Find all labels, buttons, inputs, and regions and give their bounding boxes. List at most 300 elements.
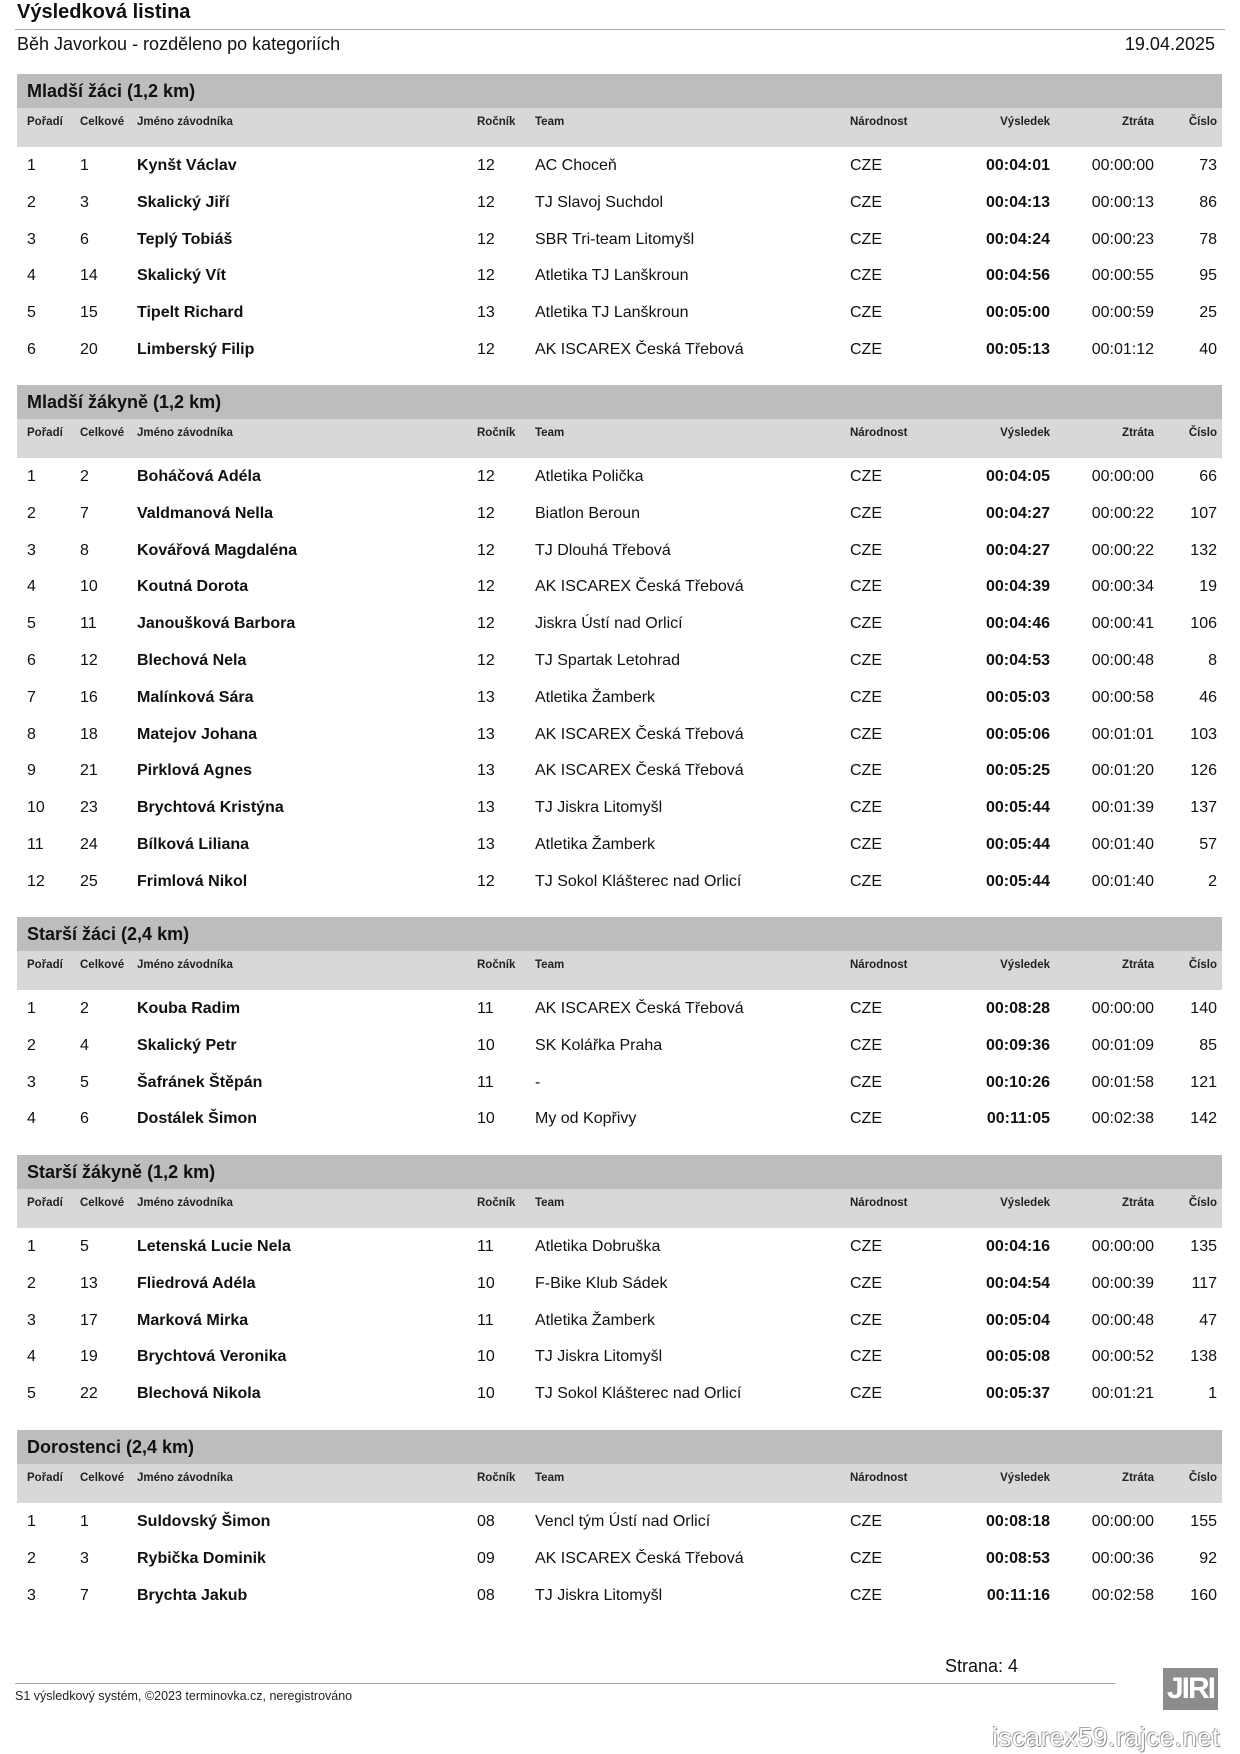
cell-position: 4 <box>27 1110 36 1128</box>
table-row <box>17 458 1222 495</box>
table-row <box>17 1540 1222 1577</box>
cell-nationality: CZE <box>850 1000 882 1017</box>
cell-result: 00:04:24 <box>985 230 1050 248</box>
cell-team: Atletika Žamberk <box>535 1311 656 1329</box>
cell-loss: 00:00:23 <box>1091 230 1154 248</box>
cell-number: 103 <box>1190 725 1217 743</box>
category-section <box>17 74 1222 368</box>
cell-result: 00:04:05 <box>985 468 1050 485</box>
column-header-loss: Ztráta <box>1122 427 1154 439</box>
cell-number: 135 <box>1190 1238 1217 1255</box>
cell-name: Blechová Nela <box>137 651 247 669</box>
cell-name: Skalický Petr <box>137 1036 237 1054</box>
cell-position: 5 <box>27 615 36 633</box>
cell-number: 86 <box>1199 193 1217 211</box>
column-header-position: Pořadí <box>27 427 63 439</box>
cell-name: Kynšt Václav <box>137 157 237 174</box>
cell-overall: 23 <box>80 799 98 817</box>
cell-overall: 21 <box>80 762 98 780</box>
cell-team: TJ Jiskra Litomyšl <box>535 799 663 817</box>
column-header-nationality: Národnost <box>850 1197 908 1209</box>
cell-team: Biatlon Beroun <box>535 504 640 522</box>
category-section <box>17 917 1222 1137</box>
table-row <box>17 826 1222 863</box>
cell-team: Atletika TJ Lanškroun <box>535 304 689 322</box>
cell-position: 5 <box>27 1385 36 1403</box>
cell-number: 2 <box>1208 872 1217 890</box>
cell-position: 1 <box>27 468 36 485</box>
column-header-team: Team <box>535 1197 565 1209</box>
result-rows <box>17 1228 1222 1412</box>
cell-result: 00:05:44 <box>985 799 1050 817</box>
cell-nationality: CZE <box>850 762 882 780</box>
cell-number: 85 <box>1199 1036 1217 1054</box>
cell-year: 13 <box>477 688 495 706</box>
cell-result: 00:04:39 <box>985 578 1050 596</box>
cell-result: 00:04:54 <box>985 1274 1050 1292</box>
cell-nationality: CZE <box>850 304 882 322</box>
table-row <box>17 642 1222 679</box>
cell-team: F-Bike Klub Sádek <box>535 1274 668 1292</box>
cell-position: 11 <box>27 835 44 853</box>
cell-overall: 3 <box>80 1549 89 1567</box>
cell-overall: 16 <box>80 688 98 706</box>
cell-year: 11 <box>477 1311 494 1329</box>
cell-result: 00:05:37 <box>985 1385 1050 1403</box>
table-row <box>17 716 1222 753</box>
cell-nationality: CZE <box>850 1036 882 1054</box>
cell-name: Dostálek Šimon <box>137 1110 258 1128</box>
cell-year: 13 <box>477 725 495 743</box>
cell-team: Atletika TJ Lanškroun <box>535 267 689 285</box>
category-title: Dorostenci (2,4 km) <box>17 1430 1222 1464</box>
column-header-result: Výsledek <box>1000 427 1050 439</box>
cell-year: 10 <box>477 1348 495 1366</box>
cell-result: 00:04:27 <box>985 541 1050 559</box>
cell-position: 1 <box>27 157 36 174</box>
cell-number: 137 <box>1190 799 1217 817</box>
cell-overall: 13 <box>80 1274 98 1292</box>
column-header-year: Ročník <box>477 116 516 128</box>
cell-position: 9 <box>27 762 36 780</box>
cell-position: 1 <box>27 1513 36 1530</box>
cell-overall: 1 <box>80 157 89 174</box>
column-header-row <box>17 1464 1222 1503</box>
column-header-name: Jméno závodníka <box>137 1472 233 1484</box>
document-title: Výsledková listina <box>17 1 191 23</box>
cell-team: AK ISCAREX Česká Třebová <box>535 1549 744 1567</box>
cell-number: 66 <box>1199 468 1217 485</box>
cell-year: 12 <box>477 267 495 285</box>
cell-year: 12 <box>477 615 495 633</box>
column-header-team: Team <box>535 1472 565 1484</box>
cell-name: Kovářová Magdaléna <box>137 541 298 559</box>
title-divider <box>15 29 1225 30</box>
cell-nationality: CZE <box>850 615 882 633</box>
column-header-overall: Celkové <box>80 116 125 128</box>
cell-result: 00:04:27 <box>985 504 1050 522</box>
cell-number: 106 <box>1190 615 1217 633</box>
column-header-number: Číslo <box>1188 116 1217 128</box>
cell-name: Limberský Filip <box>137 340 255 358</box>
cell-overall: 18 <box>80 725 98 743</box>
cell-result: 00:05:13 <box>985 340 1050 358</box>
cell-result: 00:05:04 <box>985 1311 1050 1329</box>
cell-overall: 20 <box>80 340 98 358</box>
cell-number: 73 <box>1199 157 1217 174</box>
cell-number: 8 <box>1208 651 1217 669</box>
column-header-result: Výsledek <box>1000 959 1050 971</box>
column-header-name: Jméno závodníka <box>137 959 233 971</box>
column-header-name: Jméno závodníka <box>137 1197 233 1209</box>
cell-position: 2 <box>27 1036 36 1054</box>
cell-nationality: CZE <box>850 230 882 248</box>
cell-year: 13 <box>477 304 495 322</box>
cell-result: 00:05:25 <box>985 762 1050 780</box>
cell-result: 00:05:06 <box>985 725 1050 743</box>
cell-nationality: CZE <box>850 1586 882 1604</box>
cell-name: Marková Mirka <box>137 1311 249 1329</box>
cell-overall: 14 <box>80 267 98 285</box>
cell-number: 47 <box>1199 1311 1217 1329</box>
cell-result: 00:04:56 <box>985 267 1050 285</box>
cell-name: Valdmanová Nella <box>137 504 274 522</box>
column-header-nationality: Národnost <box>850 959 908 971</box>
table-row <box>17 221 1222 258</box>
column-header-position: Pořadí <box>27 1472 63 1484</box>
cell-result: 00:04:46 <box>985 615 1050 633</box>
cell-nationality: CZE <box>850 1311 882 1329</box>
cell-position: 7 <box>27 688 36 706</box>
cell-loss: 00:01:09 <box>1091 1036 1154 1054</box>
cell-loss: 00:00:39 <box>1091 1274 1154 1292</box>
cell-overall: 6 <box>80 1110 89 1128</box>
cell-result: 00:05:08 <box>985 1348 1050 1366</box>
cell-nationality: CZE <box>850 578 882 596</box>
cell-year: 13 <box>477 799 495 817</box>
cell-number: 138 <box>1190 1348 1217 1366</box>
table-row <box>17 1064 1222 1101</box>
cell-loss: 00:00:34 <box>1091 578 1154 596</box>
column-header-year: Ročník <box>477 1197 516 1209</box>
cell-year: 10 <box>477 1036 495 1054</box>
cell-number: 121 <box>1190 1073 1217 1091</box>
column-header-year: Ročník <box>477 959 516 971</box>
cell-loss: 00:00:41 <box>1091 615 1154 633</box>
cell-result: 00:08:53 <box>985 1549 1050 1567</box>
cell-number: 95 <box>1199 267 1217 285</box>
cell-position: 1 <box>27 1238 36 1255</box>
cell-result: 00:04:01 <box>985 157 1050 174</box>
column-header-position: Pořadí <box>27 1197 63 1209</box>
cell-team: AK ISCAREX Česká Třebová <box>535 1000 744 1017</box>
cell-name: Skalický Vít <box>137 267 226 285</box>
cell-overall: 12 <box>80 651 98 669</box>
cell-loss: 00:00:00 <box>1091 468 1154 485</box>
cell-loss: 00:00:22 <box>1091 504 1154 522</box>
cell-nationality: CZE <box>850 468 882 485</box>
table-row <box>17 147 1222 184</box>
table-row <box>17 1302 1222 1339</box>
column-header-loss: Ztráta <box>1122 1472 1154 1484</box>
cell-overall: 1 <box>80 1513 89 1530</box>
cell-position: 10 <box>27 799 45 817</box>
cell-result: 00:04:16 <box>985 1238 1050 1255</box>
cell-team: AC Choceň <box>535 157 617 174</box>
cell-number: 155 <box>1190 1513 1217 1530</box>
cell-number: 132 <box>1190 541 1217 559</box>
cell-year: 11 <box>477 1000 494 1017</box>
table-row <box>17 1100 1222 1137</box>
cell-position: 2 <box>27 193 36 211</box>
cell-number: 107 <box>1190 504 1217 522</box>
cell-team: - <box>535 1073 541 1091</box>
cell-nationality: CZE <box>850 541 882 559</box>
column-header-result: Výsledek <box>1000 116 1050 128</box>
column-header-loss: Ztráta <box>1122 116 1154 128</box>
cell-nationality: CZE <box>850 157 882 174</box>
cell-position: 8 <box>27 725 36 743</box>
cell-overall: 25 <box>80 872 98 890</box>
cell-position: 2 <box>27 1549 36 1567</box>
cell-team: AK ISCAREX Česká Třebová <box>535 762 744 780</box>
cell-result: 00:11:16 <box>986 1586 1050 1604</box>
cell-name: Kouba Radim <box>137 1000 241 1017</box>
table-row <box>17 294 1222 331</box>
cell-team: Jiskra Ústí nad Orlicí <box>535 615 683 633</box>
cell-name: Teplý Tobiáš <box>137 230 233 248</box>
cell-result: 00:04:13 <box>985 193 1050 211</box>
column-header-nationality: Národnost <box>850 116 908 128</box>
cell-year: 13 <box>477 762 495 780</box>
column-header-year: Ročník <box>477 1472 516 1484</box>
cell-name: Šafránek Štěpán <box>137 1073 263 1091</box>
document-subtitle: Běh Javorkou - rozděleno po kategoriích <box>17 34 341 54</box>
cell-overall: 6 <box>80 230 89 248</box>
cell-overall: 7 <box>80 1586 89 1604</box>
cell-nationality: CZE <box>850 1073 882 1091</box>
cell-overall: 4 <box>80 1036 89 1054</box>
cell-name: Frimlová Nikol <box>137 872 248 890</box>
cell-position: 3 <box>27 1311 36 1329</box>
cell-team: Vencl tým Ústí nad Orlicí <box>535 1513 711 1530</box>
cell-year: 12 <box>477 651 495 669</box>
cell-team: AK ISCAREX Česká Třebová <box>535 340 744 358</box>
cell-nationality: CZE <box>850 1110 882 1128</box>
column-header-loss: Ztráta <box>1122 1197 1154 1209</box>
cell-year: 09 <box>477 1549 495 1567</box>
cell-name: Janoušková Barbora <box>137 615 296 633</box>
cell-year: 08 <box>477 1586 495 1604</box>
cell-team: AK ISCAREX Česká Třebová <box>535 725 744 743</box>
cell-name: Brychta Jakub <box>137 1586 248 1604</box>
cell-year: 12 <box>477 504 495 522</box>
table-row <box>17 990 1222 1027</box>
cell-number: 19 <box>1199 578 1217 596</box>
cell-year: 12 <box>477 468 495 485</box>
page-number: Strana: 4 <box>944 1656 1018 1676</box>
cell-loss: 00:01:12 <box>1091 340 1154 358</box>
table-row <box>17 1265 1222 1302</box>
table-row <box>17 1338 1222 1375</box>
cell-team: TJ Sokol Klášterec nad Orlicí <box>535 872 742 890</box>
result-rows <box>17 1503 1222 1613</box>
footer-divider <box>15 1683 1115 1684</box>
column-header-result: Výsledek <box>1000 1197 1050 1209</box>
cell-team: TJ Sokol Klášterec nad Orlicí <box>535 1385 742 1403</box>
column-header-row <box>17 108 1222 147</box>
cell-number: 78 <box>1199 230 1217 248</box>
cell-name: Suldovský Šimon <box>137 1513 271 1530</box>
cell-team: My od Kopřivy <box>535 1110 637 1128</box>
document-date: 19.04.2025 <box>1124 34 1215 54</box>
cell-loss: 00:00:52 <box>1091 1348 1154 1366</box>
cell-result: 00:08:18 <box>985 1513 1050 1530</box>
cell-team: Atletika Žamberk <box>535 688 656 706</box>
column-header-nationality: Národnost <box>850 1472 908 1484</box>
table-row <box>17 1228 1222 1265</box>
cell-team: SK Kolářka Praha <box>535 1036 663 1054</box>
cell-position: 5 <box>27 304 36 322</box>
cell-loss: 00:00:00 <box>1091 1238 1154 1255</box>
cell-nationality: CZE <box>850 1513 882 1530</box>
cell-nationality: CZE <box>850 872 882 890</box>
table-row <box>17 1375 1222 1412</box>
cell-position: 4 <box>27 578 36 596</box>
column-header-number: Číslo <box>1188 1472 1217 1484</box>
cell-result: 00:05:44 <box>985 835 1050 853</box>
cell-result: 00:05:03 <box>985 688 1050 706</box>
cell-overall: 22 <box>80 1385 98 1403</box>
column-header-overall: Celkové <box>80 1472 125 1484</box>
column-header-name: Jméno závodníka <box>137 116 233 128</box>
cell-position: 4 <box>27 1348 36 1366</box>
cell-loss: 00:00:55 <box>1091 267 1154 285</box>
column-header-row <box>17 951 1222 990</box>
cell-number: 40 <box>1199 340 1217 358</box>
cell-overall: 2 <box>80 468 89 485</box>
cell-number: 92 <box>1199 1549 1217 1567</box>
cell-loss: 00:01:01 <box>1091 725 1154 743</box>
cell-name: Koutná Dorota <box>137 578 249 596</box>
cell-result: 00:05:00 <box>985 304 1050 322</box>
table-row <box>17 752 1222 789</box>
cell-name: Brychtová Veronika <box>137 1348 287 1366</box>
cell-overall: 10 <box>80 578 98 596</box>
cell-overall: 7 <box>80 504 89 522</box>
table-row <box>17 331 1222 368</box>
cell-loss: 00:00:00 <box>1091 157 1154 174</box>
cell-team: Atletika Dobruška <box>535 1238 661 1255</box>
cell-name: Letenská Lucie Nela <box>137 1238 291 1255</box>
cell-team: Atletika Polička <box>535 468 644 485</box>
table-row <box>17 789 1222 826</box>
cell-number: 160 <box>1190 1586 1217 1604</box>
table-row <box>17 863 1222 900</box>
table-row <box>17 257 1222 294</box>
table-row <box>17 532 1222 569</box>
cell-loss: 00:00:00 <box>1091 1513 1154 1530</box>
cell-loss: 00:00:58 <box>1091 688 1154 706</box>
watermark: iscarex59.rajce.net <box>992 1722 1220 1752</box>
cell-nationality: CZE <box>850 504 882 522</box>
cell-year: 12 <box>477 872 495 890</box>
cell-loss: 00:01:40 <box>1091 872 1154 890</box>
table-row <box>17 605 1222 642</box>
cell-result: 00:11:05 <box>986 1110 1050 1128</box>
column-header-number: Číslo <box>1188 427 1217 439</box>
column-header-position: Pořadí <box>27 116 63 128</box>
column-header-name: Jméno závodníka <box>137 427 233 439</box>
cell-year: 11 <box>477 1073 494 1091</box>
cell-overall: 5 <box>80 1238 89 1255</box>
cell-position: 6 <box>27 651 36 669</box>
cell-nationality: CZE <box>850 193 882 211</box>
cell-loss: 00:01:21 <box>1091 1385 1154 1403</box>
category-title: Mladší žáci (1,2 km) <box>17 74 1222 108</box>
cell-overall: 2 <box>80 1000 89 1017</box>
cell-loss: 00:00:59 <box>1091 304 1154 322</box>
cell-result: 00:10:26 <box>985 1073 1050 1091</box>
column-header-team: Team <box>535 959 565 971</box>
column-header-year: Ročník <box>477 427 516 439</box>
column-header-team: Team <box>535 427 565 439</box>
cell-nationality: CZE <box>850 835 882 853</box>
result-rows <box>17 458 1222 900</box>
cell-team: Atletika Žamberk <box>535 835 656 853</box>
cell-year: 10 <box>477 1274 495 1292</box>
cell-loss: 00:02:38 <box>1091 1110 1154 1128</box>
cell-overall: 8 <box>80 541 89 559</box>
table-row <box>17 679 1222 716</box>
cell-year: 12 <box>477 157 495 174</box>
cell-loss: 00:00:13 <box>1091 193 1154 211</box>
column-header-number: Číslo <box>1188 959 1217 971</box>
cell-nationality: CZE <box>850 1348 882 1366</box>
cell-team: TJ Dlouhá Třebová <box>535 541 671 559</box>
cell-number: 25 <box>1199 304 1217 322</box>
column-header-result: Výsledek <box>1000 1472 1050 1484</box>
column-header-overall: Celkové <box>80 1197 125 1209</box>
cell-number: 1 <box>1208 1385 1217 1403</box>
table-row <box>17 184 1222 221</box>
cell-nationality: CZE <box>850 651 882 669</box>
cell-nationality: CZE <box>850 1238 882 1255</box>
cell-nationality: CZE <box>850 340 882 358</box>
cell-result: 00:05:44 <box>985 872 1050 890</box>
cell-number: 117 <box>1191 1274 1217 1292</box>
cell-number: 140 <box>1190 1000 1217 1017</box>
cell-overall: 24 <box>80 835 98 853</box>
cell-year: 11 <box>477 1238 494 1255</box>
table-row <box>17 1577 1222 1614</box>
cell-nationality: CZE <box>850 1549 882 1567</box>
cell-loss: 00:01:40 <box>1091 835 1154 853</box>
cell-year: 13 <box>477 835 495 853</box>
cell-overall: 5 <box>80 1073 89 1091</box>
category-section <box>17 1155 1222 1412</box>
cell-year: 08 <box>477 1513 495 1530</box>
cell-team: TJ Jiskra Litomyšl <box>535 1348 663 1366</box>
cell-position: 3 <box>27 1586 36 1604</box>
cell-loss: 00:00:48 <box>1091 651 1154 669</box>
category-section <box>17 385 1222 900</box>
cell-name: Rybička Dominik <box>137 1549 266 1567</box>
cell-year: 12 <box>477 578 495 596</box>
footer-system-text: S1 výsledkový systém, ©2023 terminovka.cz, neregistrováno <box>15 1689 353 1703</box>
category-title: Starší žákyně (1,2 km) <box>17 1155 1222 1189</box>
cell-number: 57 <box>1199 835 1217 853</box>
